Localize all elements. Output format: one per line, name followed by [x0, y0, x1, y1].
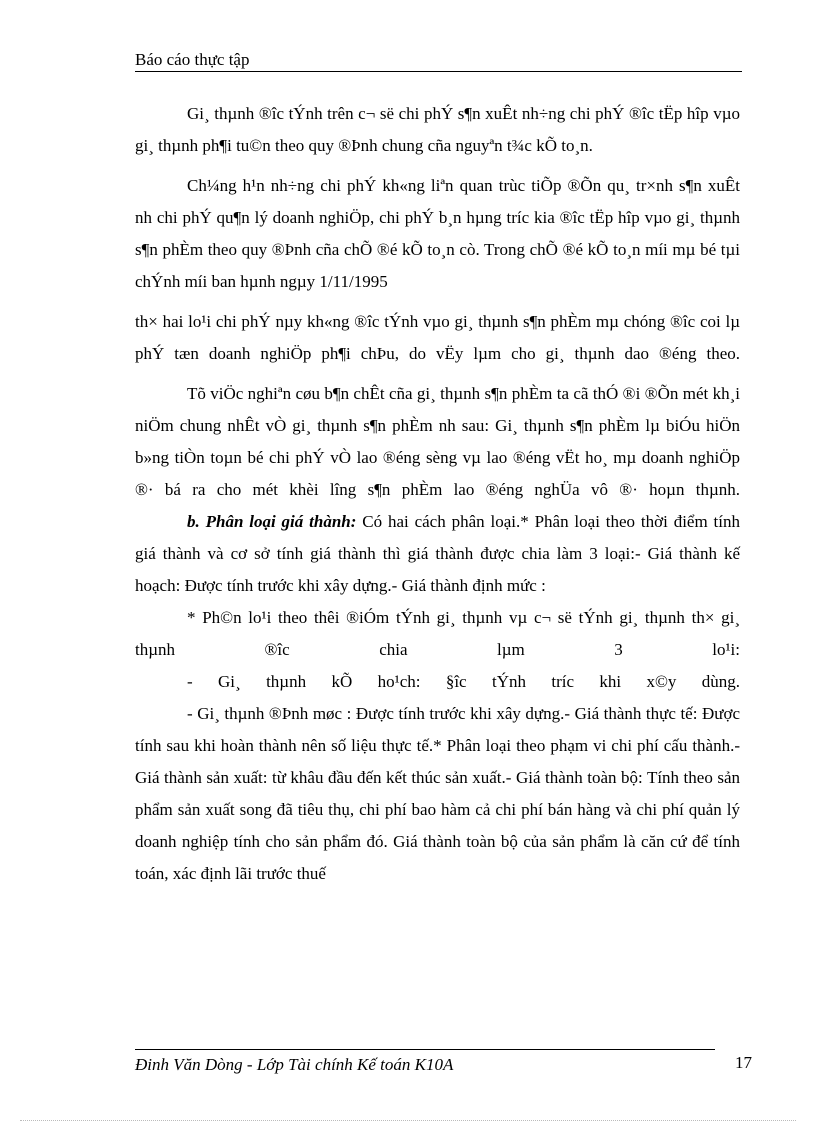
footer-rule — [135, 1049, 715, 1050]
header-rule — [135, 71, 742, 72]
paragraph-7-text: Được tính trước khi xây dựng.- Giá thành thực tế: Được tính sau khi hoàn thành nên số liệu thực tế.* Phân loại theo phạm vi chi phí cấu thành.- Giá thành sản xuất: từ khâu đầu đến kết thúc sản xuất.- Giá thành toàn bộ: Tính theo sản phẩm sản xuất song đã tiêu thụ, chi phí bao hàm cả chi phí bán hàng và chi phí quản lý doanh nghiệp tính cho sản phẩm đó. Giá thành toàn bộ của sản phẩm là căn cứ để tính toán, xác định lãi trước thuế — [135, 704, 740, 883]
paragraph-3: Tõ viÖc nghiªn cøu b¶n chÊt cña gi¸ thµnh s¶n phÈm ta cã thÓ ®i ®Õn mét kh¸i niÖm chung nhÊt vÒ gi¸ thµnh s¶n phÈm nh sau: Gi¸ thµnh s¶n phÈm lµ biÓu hiÖn b»ng tiÒn toµn bé chi phÝ vÒ lao ®éng sèng vµ lao ®éng vËt ho¸ mµ doanh nghiÖp ®· bá ra cho mét khèi lîng s¶n phÈm lao ®éng nghÜa vô ®· hoµn thµnh. — [135, 384, 740, 499]
document-body — [135, 98, 740, 890]
paragraph-7-lead: - Gi¸ thµnh ®Þnh møc : — [187, 704, 352, 723]
paragraph-4 — [135, 506, 740, 602]
page-edge-divider — [20, 1120, 796, 1121]
paragraph-6: - Gi¸ thµnh kÕ ho¹ch: §îc tÝnh tríc khi x©y dùng. — [187, 672, 740, 691]
paragraph-7 — [135, 698, 740, 890]
paragraph-1: Gi¸ thµnh ®îc tÝnh trên c¬ së chi phÝ s¶n xuÊt nh÷ng chi phÝ ®îc tËp hîp vµo gi¸ thµnh ph¶i tu©n theo quy ®Þnh chung cña nguyªn t¾c kÕ to¸n. — [135, 104, 740, 155]
footer-author: Đinh Văn Dòng - Lớp Tài chính Kế toán K10A — [135, 1055, 454, 1074]
paragraph-5: * Ph©n lo¹i theo thêi ®iÓm tÝnh gi¸ thµnh vµ c¬ së tÝnh gi¸ thµnh th× gi¸ thµnh ®îc chia lµm 3 lo¹i: — [135, 608, 740, 659]
paragraph-2b: th× hai lo¹i chi phÝ nµy kh«ng ®îc tÝnh vµo gi¸ thµnh s¶n phÈm mµ chóng ®îc coi lµ phÝ tæn doanh nghiÖp ph¶i chÞu, do vËy lµm cho gi¸ thµnh dao ®éng theo. — [135, 312, 740, 363]
paragraph-2a: Ch¼ng h¹n nh÷ng chi phÝ kh«ng liªn quan trùc tiÕp ®Õn qu¸ tr×nh s¶n xuÊt nh chi phÝ qu¶n lý doanh nghiÖp, chi phÝ b¸n hµng tríc kia ®îc tËp hîp vµo gi¸ thµnh s¶n phÈm theo quy ®Þnh cña chÕ ®é kÕ to¸n cò. Trong chÕ ®é kÕ to¸n míi mµ bé tµi chÝnh míi ban hµnh ngµy 1/11/1995 — [135, 176, 740, 291]
section-heading: b. Phân loại giá thành: — [187, 512, 357, 531]
header-title: Báo cáo thực tập — [135, 50, 250, 69]
page-number: 17 — [735, 1053, 752, 1072]
paragraph-4-text: Có hai cách phân loại.* Phân loại theo thời điểm tính giá thành và cơ sở tính giá thành thì giá thành được chia làm 3 loại:- Giá thành kế hoạch: Được tính trước khi xây dựng.- Giá thành định mức : — [135, 512, 740, 595]
